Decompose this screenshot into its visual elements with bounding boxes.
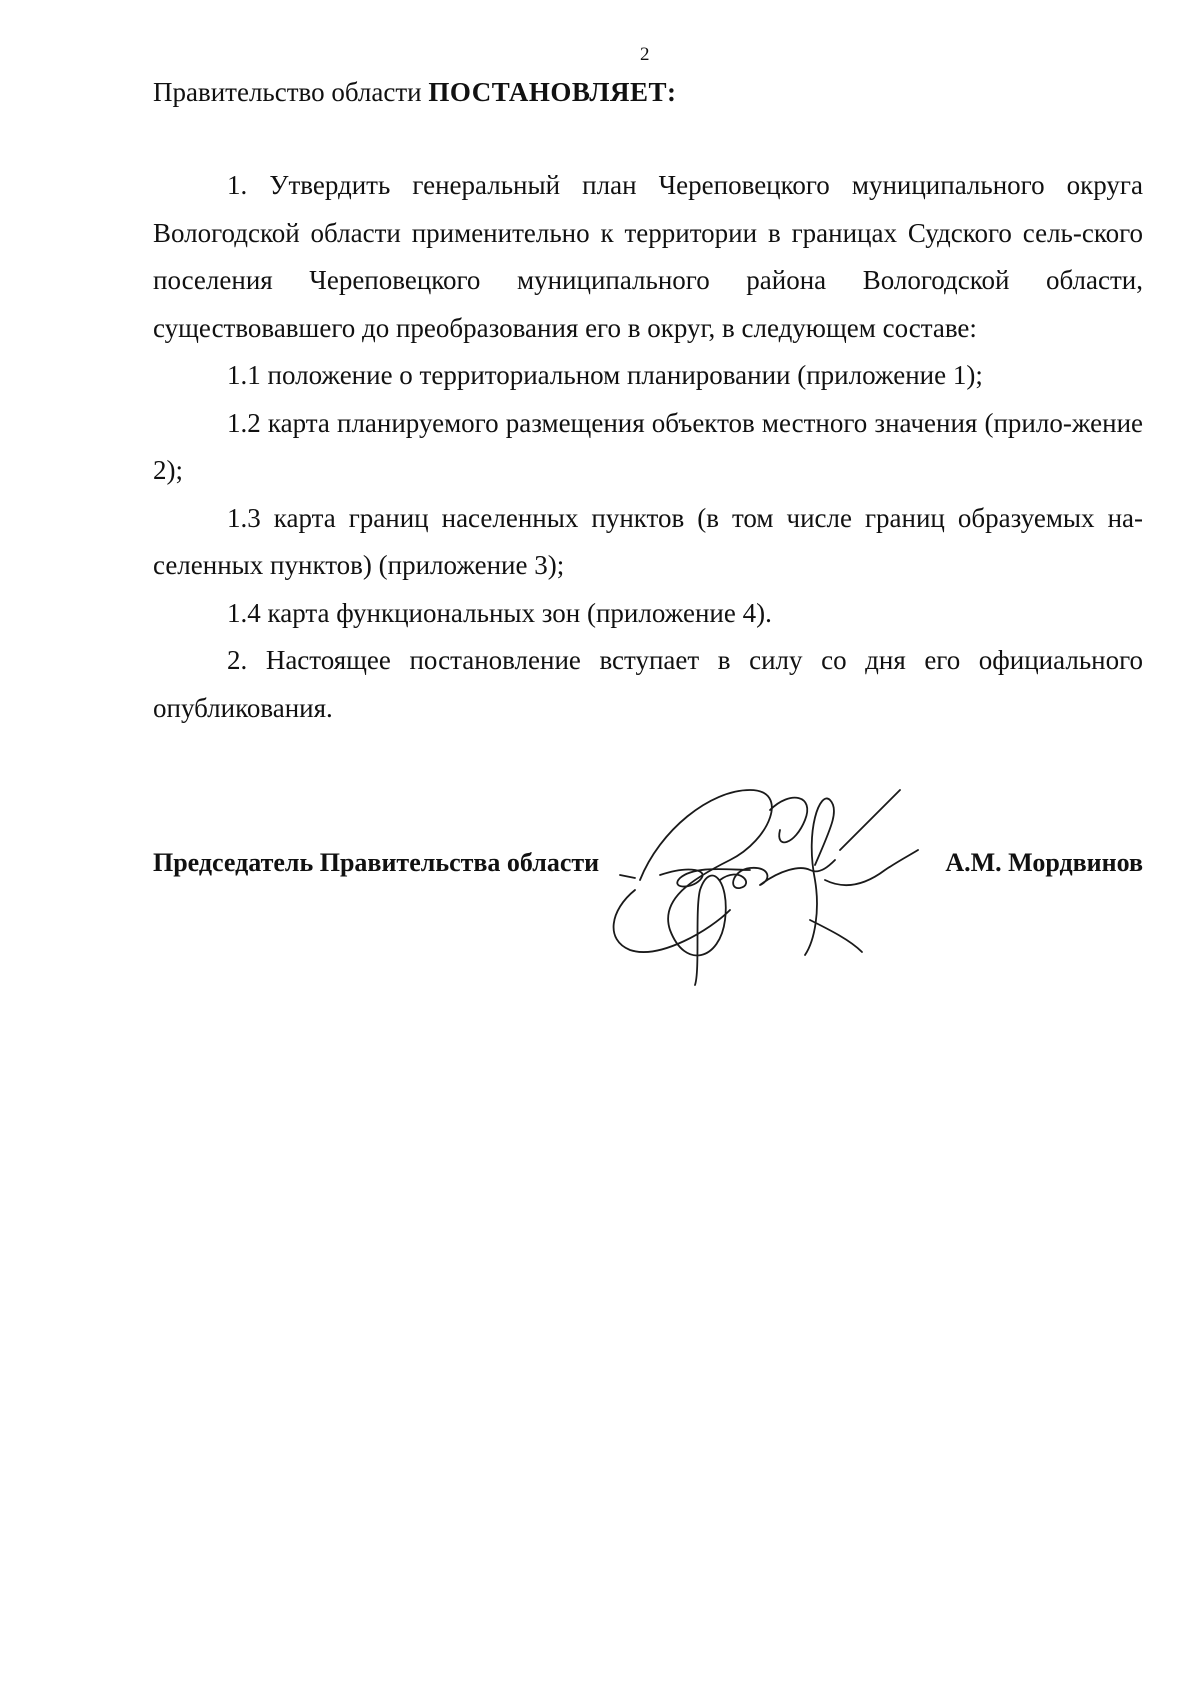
paragraph-2: 2. Настоящее постановление вступает в силу со дня его официального опубликования. (153, 645, 1143, 723)
preamble-text: Правительство области (153, 77, 429, 107)
signatory-name: А.М. Мордвинов (945, 848, 1143, 877)
signatory-title: Председатель Правительства области (153, 848, 600, 877)
handwritten-signature (600, 770, 940, 990)
page-number: 2 (640, 44, 650, 65)
paragraph-1: 1. Утвердить генеральный план Череповецкого муниципального округа Вологодской области применительно к территории в границах Судского сель-ского поселения Череповецкого муниципального района Вологодской области, существовавшего до преобразования его в округ, в следующем составе: (153, 170, 1143, 343)
paragraph-1-3: 1.3 карта границ населенных пунктов (в том числе границ образуемых на-селенных пунктов) (приложение 3); (153, 502, 1143, 580)
paragraph-1-4: 1.4 карта функциональных зон (приложение 4). (227, 597, 772, 628)
paragraph-1-2: 1.2 карта планируемого размещения объектов местного значения (прило-жение 2); (153, 407, 1143, 485)
paragraph-1-1: 1.1 положение о территориальном планировании (приложение 1); (227, 360, 983, 390)
document-body (153, 162, 1143, 732)
preamble (153, 72, 676, 112)
preamble-emphasis: ПОСТАНОВЛЯЕТ: (428, 77, 677, 107)
